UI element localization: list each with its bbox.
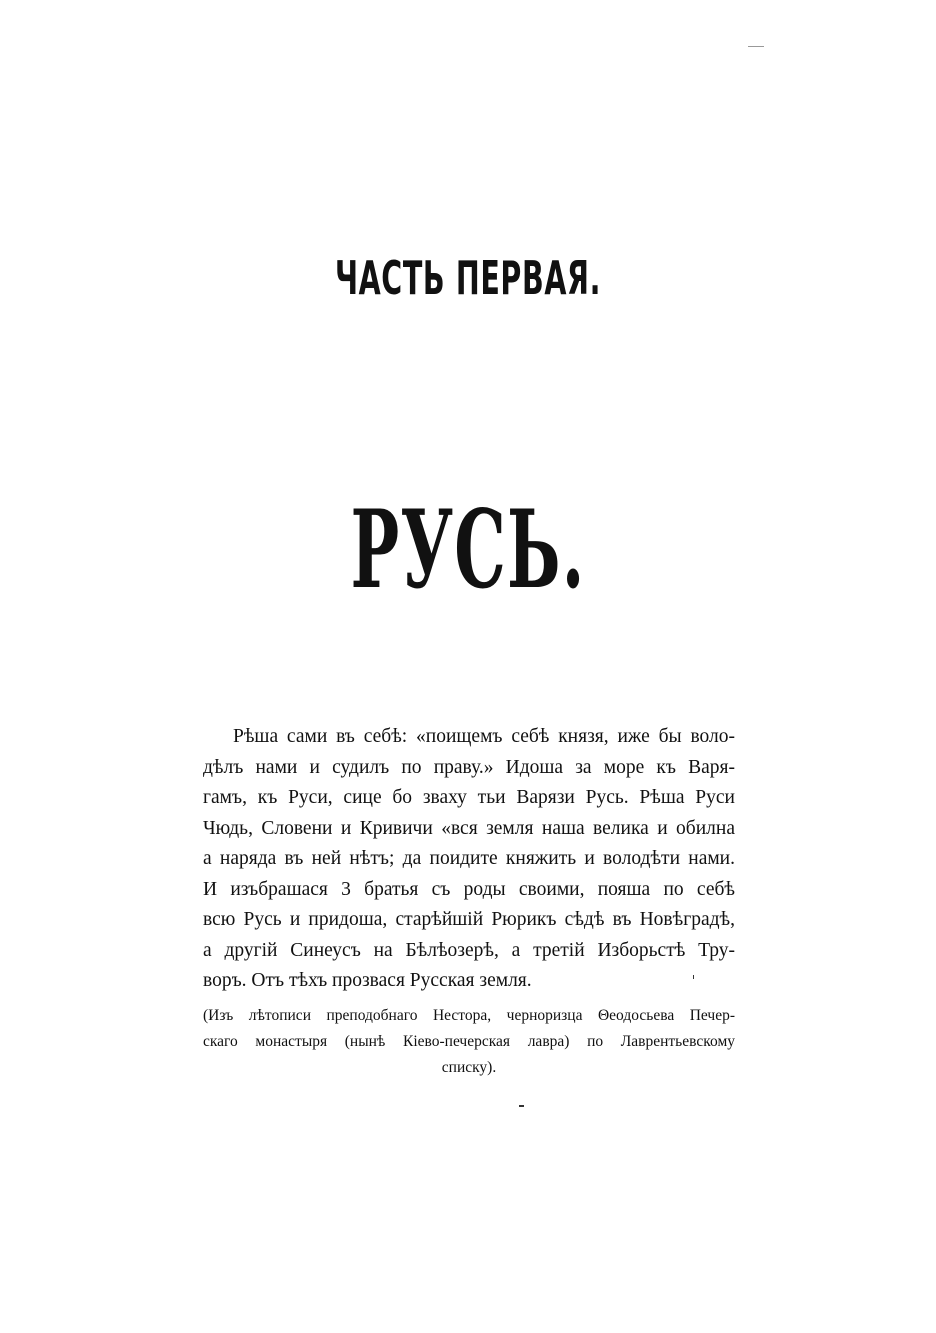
source-line: (Изъ лѣтописи преподобнаго Нестора, черноризца Θеодосьева Печер- bbox=[203, 1007, 735, 1024]
epigraph-line: воръ. Отъ тѣхъ прозвася Русская земля. bbox=[203, 970, 532, 991]
print-speck bbox=[748, 46, 764, 47]
epigraph-line: Чюдь, Словени и Кривичи «вся земля наша велика и обилна bbox=[203, 817, 735, 839]
epigraph bbox=[203, 722, 735, 997]
epigraph-line: Рѣша сами въ себѣ: «поищемъ себѣ князя, иже бы воло- bbox=[233, 726, 735, 747]
epigraph-line: а наряда въ ней нѣтъ; да поидите княжить и володѣти нами. bbox=[203, 848, 735, 869]
print-speck bbox=[693, 975, 694, 979]
source-line: скаго монастыря (нынѣ Кiево-печерская лавра) по Лаврентьевскому bbox=[203, 1033, 735, 1050]
part-title: ЧАСТЬ ПЕРВАЯ. bbox=[334, 251, 602, 305]
epigraph-line: И изъбрашася 3 братья съ роды своими, пояша по себѣ bbox=[203, 878, 735, 900]
epigraph-line: всю Русь и придоша, старѣйшiй Рюрикъ сѣдѣ въ Новѣградѣ, bbox=[203, 909, 735, 930]
epigraph-line: дѣлъ нами и судилъ по праву.» Идоша за море къ Варя- bbox=[203, 756, 735, 778]
main-title: РУСЬ. bbox=[350, 487, 586, 613]
print-speck bbox=[519, 1105, 524, 1107]
source-line: списку). bbox=[441, 1059, 497, 1076]
epigraph-line: а другiй Синеусъ на Бѣлѣозерѣ, а третiй Изборьстѣ Тру- bbox=[203, 939, 735, 961]
epigraph-line: гамъ, къ Руси, сице бо зваху тьи Варязи Русь. Рѣша Руси bbox=[203, 787, 735, 808]
source-citation bbox=[203, 1003, 735, 1081]
